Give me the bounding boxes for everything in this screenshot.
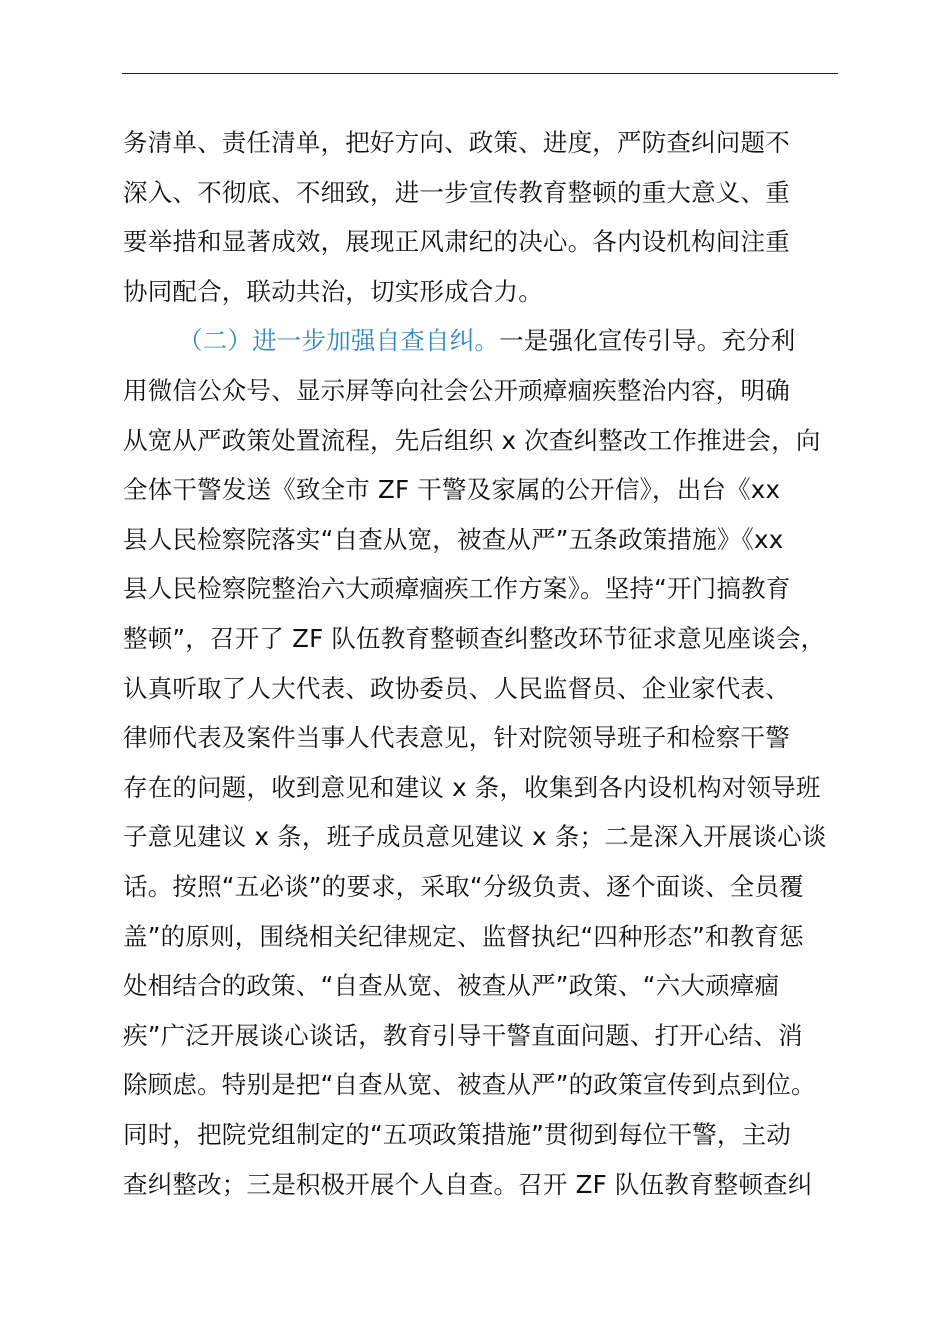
text-line: 除顾虑。特别是把“自查从宽、被查从严”的政策宣传到点到位。 [123,1070,816,1100]
text-line: 深入、不彻底、不细致，进一步宣传教育整顿的重大意义、重 [123,177,790,207]
text-line: 从宽从严政策处置流程，先后组织 x 次查纠整改工作推进会，向 [123,425,821,455]
text-line: 认真听取了人大代表、政协委员、人民监督员、企业家代表、 [123,673,790,703]
text-line: 存在的问题，收到意见和建议 x 条，收集到各内设机构对领导班 [123,772,821,802]
text-line: 律师代表及案件当事人代表意见，针对院领导班子和检察干警 [123,723,790,753]
text-line: 务清单、责任清单，把好方向、政策、进度，严防查纠问题不 [123,128,790,157]
text-line: 话。按照“五必谈”的要求，采取“分级负责、逐个面谈、全员覆 [123,872,804,901]
section-line [178,316,796,366]
text-line: 全体干警发送《致全市 ZF 干警及家属的公开信》，出台《xx [123,475,781,505]
text-line: 处相结合的政策、“自查从宽、被查从严”政策、“六大顽瘴痼 [123,971,780,1001]
header-rule [122,73,838,74]
text-line: 县人民检察院落实“自查从宽，被查从严”五条政策措施》《xx [123,524,784,554]
section-first-line-text: 一是强化宣传引导。充分利 [499,326,796,356]
text-line: 查纠整改；三是积极开展个人自查。召开 ZF 队伍教育整顿查纠 [123,1169,813,1199]
text-line: 县人民检察院整治六大顽瘴痼疾工作方案》。坚持“开门搞教育 [123,574,791,604]
text-line: 同时，把院党组制定的“五项政策措施”贯彻到每位干警，主动 [123,1120,791,1149]
section-heading: （二）进一步加强自查自纠。 [178,326,500,356]
text-line: 要举措和显著成效，展现正风肃纪的决心。各内设机构间注重 [123,227,790,257]
text-line: 疾”广泛开展谈心谈话，教育引导干警直面问题、打开心结、消 [123,1020,803,1050]
text-line: 子意见建议 x 条，班子成员意见建议 x 条；二是深入开展谈心谈 [123,822,827,852]
text-line: 用微信公众号、显示屏等向社会公开顽瘴痼疾整治内容，明确 [123,376,790,405]
text-line: 盖”的原则，围绕相关纪律规定、监督执纪“四种形态”和教育惩 [123,921,804,951]
text-line: 整顿”，召开了 ZF 队伍教育整顿查纠整改环节征求意见座谈会， [123,624,826,653]
text-line: 协同配合，联动共治，切实形成合力。 [123,276,543,306]
